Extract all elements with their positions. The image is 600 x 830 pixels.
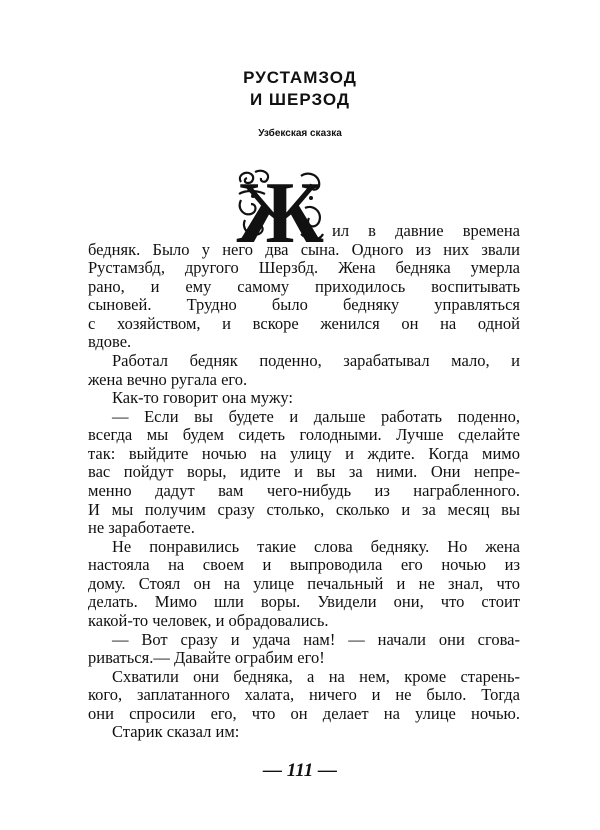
text-line: ил в давние времена: [332, 221, 520, 240]
text-line: Старик сказал им:: [112, 722, 240, 742]
text-line: они спросили его, что он делает на улице ночью.: [88, 703, 520, 723]
text-line: вдове.: [88, 332, 132, 352]
text-line: не заработаете.: [88, 518, 195, 538]
text-line: всегда мы будем сидеть голодными. Лучше сделайте: [88, 425, 520, 445]
drop-cap-text: Ж: [236, 168, 324, 248]
text-line: И мы получим сразу столько, сколько и за месяц вы: [88, 499, 520, 519]
text-line: дому. Стоял он на улице печальный и не знал, что: [88, 573, 520, 593]
story-subtitle: Узбекская сказка: [258, 128, 342, 139]
story-title-line-1: РУСТАМЗОД: [243, 68, 357, 87]
text-line: сыновей. Трудно было бедняку управляться: [88, 295, 520, 315]
text-line: Как-то говорит она мужу:: [112, 388, 293, 408]
text-line: Рустамзбд, другого Шерзбд. Жена бедняка умерла: [88, 258, 520, 278]
text-line: — Вот сразу и удача нам! — начали они сгова-: [112, 629, 520, 649]
text-line: Схватили они бедняка, а на нем, кроме старень-: [112, 666, 520, 686]
text-line: кого, заплатанного халата, ничего и не было. Тогда: [88, 685, 520, 705]
ornamental-drop-cap: [235, 168, 325, 248]
text-line: настояла на своем и выпроводила его ночью из: [88, 555, 520, 575]
text-line: с хозяйством, и вскоре женился он на одной: [88, 313, 520, 333]
text-line: делать. Мимо шли воры. Увидели они, что стоит: [88, 592, 520, 612]
page-number: — 111 —: [263, 760, 337, 781]
text-line: Работал бедняк поденно, зарабатывал мало, и: [112, 351, 520, 370]
story-title-line-2: И ШЕРЗОД: [249, 90, 350, 109]
text-line: так: выйдите ночью на улицу и ждите. Когда мимо: [88, 443, 520, 463]
text-line: рано, и ему самому приходилось воспитывать: [88, 276, 520, 296]
text-line: какой-то человек, и обрадовались.: [88, 611, 329, 630]
text-line: вас пойдут воры, идите и вы за ними. Они непре-: [88, 462, 520, 482]
text-line: — Если вы будете и дальше работать поденно,: [112, 406, 520, 426]
text-line: жена вечно ругала его.: [88, 369, 248, 389]
text-line: менно дадут вам чего-нибудь из награбленного.: [88, 481, 520, 500]
text-line: бедняк. Было у него два сына. Одного из них звали: [88, 239, 520, 259]
text-line: Не понравились такие слова бедняку. Но жена: [112, 536, 520, 556]
text-line: риваться.— Давайте ограбим его!: [88, 648, 325, 668]
drop-cap-letter: [235, 168, 325, 248]
